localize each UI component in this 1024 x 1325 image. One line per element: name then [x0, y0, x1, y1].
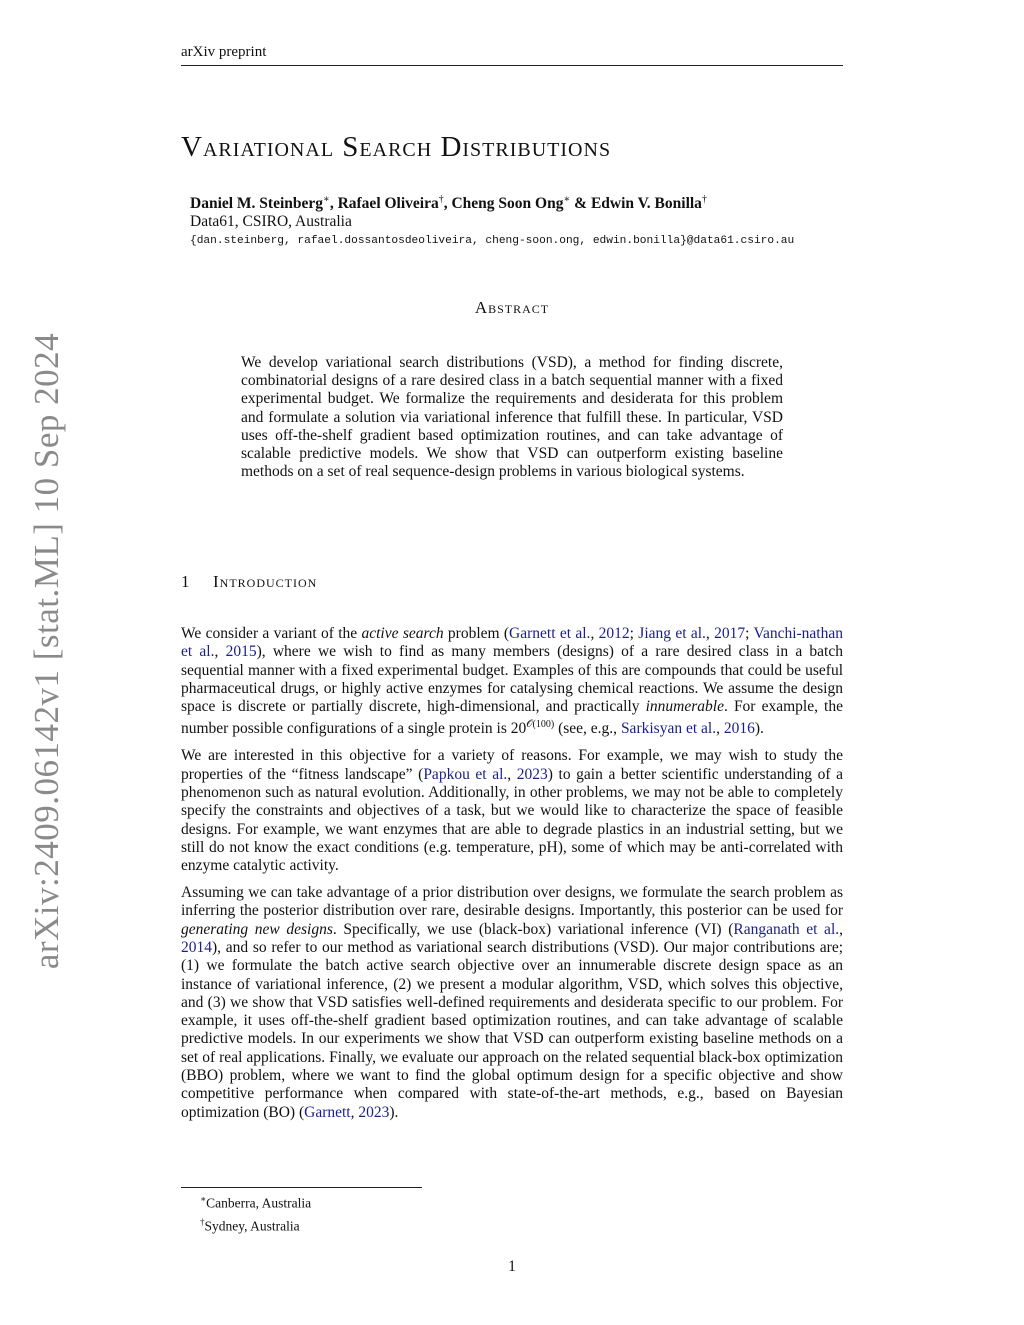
citation-year-link[interactable]: 2023: [358, 1103, 390, 1121]
section-number: 1: [181, 572, 190, 591]
author-separator: ,: [329, 195, 338, 213]
author-name: Cheng Soon Ong: [451, 195, 564, 213]
author-emails: {dan.steinberg, rafael.dossantosdeoliveira, cheng-soon.ong, edwin.bonilla}@data61.csiro.au: [190, 235, 795, 247]
paragraph: [181, 884, 843, 1122]
paper-title: Variational Search Distributions: [181, 131, 612, 163]
text-run: ,: [705, 625, 715, 642]
text-run: ,: [350, 1103, 359, 1121]
abstract-text: We develop variational search distributions (VSD), a method for finding discrete, combinatorial designs of a rare desired class in a batch sequential manner with a fixed experimental budget. We formalize the requirements and desiderata for this problem and formulate a solution via variational inference that fulfill these. In particular, VSD uses off-the-shelf gradient based optimization routines, and can take advantage of scalable predictive models. We show that VSD can outperform existing baseline methods on a set of real sequence-design problems in various biological systems.: [241, 354, 783, 481]
author-name: Daniel M. Steinberg: [190, 195, 324, 213]
citation-link[interactable]: Sarkisyan et al.: [620, 720, 717, 738]
arxiv-side-stamp: [27, 332, 67, 970]
author-separator: ,: [443, 195, 452, 213]
paragraph: [181, 625, 843, 739]
paragraph: [181, 747, 843, 875]
author-separator: &: [570, 195, 591, 213]
emphasis: active search: [361, 625, 444, 642]
section-heading: [181, 572, 317, 592]
affiliation: Data61, CSIRO, Australia: [190, 213, 352, 230]
text-run: We consider a variant of the: [181, 625, 362, 642]
author-name: Edwin V. Bonilla: [590, 195, 702, 213]
footnote: [200, 1213, 311, 1236]
citation-year-link[interactable]: 2015: [225, 643, 257, 661]
abstract-heading: Abstract: [474, 298, 550, 317]
citation-year-link[interactable]: 2014: [181, 938, 212, 956]
author-mark: ∗: [323, 194, 330, 205]
text-run: ).: [754, 720, 764, 738]
text-run: Assuming we can take advantage of a prior distribution over designs, we formulate the search problem as inferring the posterior distribution over rare, desirable designs. Importantly, this posterior can be used for: [181, 884, 843, 920]
text-run: ,: [214, 643, 226, 661]
text-run: ;: [629, 625, 639, 642]
text-run: ;: [745, 625, 754, 642]
text-run: ,: [839, 920, 843, 938]
header-rule: [181, 65, 843, 66]
text-run: ).: [389, 1103, 399, 1121]
text-run: . Specifically, we use (black-box) variational inference (VI) (: [332, 920, 734, 938]
text-run: ,: [590, 625, 599, 642]
author-name: Rafael Oliveira: [337, 195, 439, 213]
text-run: ,: [507, 765, 517, 783]
footnote-text: Sydney, Australia: [204, 1218, 300, 1234]
text-run: ), and so refer to our method as variational search distributions (VSD). Our major contributions are; (1) we formulate the batch active search objective over an innumerable discrete design space as an instance of variational inference, (2) we present a modular algorithm, VSD, which solves this objective, and (3) we show that VSD satisfies well-defined requirements and desiderata specific to our problem. For example, it uses off-the-shelf gradient based optimization routines, and can take advantage of scalable predictive models. In our experiments we show that VSD can outperform existing baseline methods on a set of real applications. Finally, we evaluate our approach on the related sequential black-box optimization (BBO) problem, where we want to find the global optimum design for a specific objective and show competitive performance when compared with state-of-the-art methods, e.g., based on Bayesian optimization (BO) (: [181, 938, 843, 1121]
introduction-body: [181, 625, 843, 1130]
footnote-mark: †: [200, 1217, 205, 1227]
citation-year-link[interactable]: 2012: [598, 625, 630, 642]
emphasis: generating new designs: [181, 920, 333, 938]
author-list: [190, 194, 707, 213]
citation-link[interactable]: Garnett: [304, 1103, 351, 1121]
section-title: Introduction: [213, 572, 318, 591]
page-number: 1: [508, 1258, 516, 1275]
text-run: ), where we wish to find as many members (designs) of a rare desired class in a batch sequential manner with a fixed experimental budget. Examples of this are compounds that could be useful pharmaceutical drugs, or highly active enzymes for catalysing chemical reactions. We assume the design space is discrete or partially discrete, high-dimensional, and practically: [181, 643, 843, 716]
text-run: ,: [716, 720, 724, 738]
citation-year-link[interactable]: 2023: [516, 765, 548, 783]
citation-link[interactable]: Papkou et al.: [423, 765, 508, 783]
footnote: [200, 1190, 311, 1213]
footnote-text: Canberra, Australia: [206, 1195, 312, 1211]
citation-year-link[interactable]: 2016: [723, 720, 755, 738]
citation-year-link[interactable]: 2017: [714, 625, 746, 642]
text-run: (see, e.g.,: [554, 720, 621, 738]
footnotes: [200, 1190, 311, 1236]
author-mark: ∗: [563, 194, 571, 205]
text-run: ) to gain a better scientific understanding of a phenomenon such as natural evolution. Additionally, in other problems, we may not be able to completely specify the constraints and objectives of a task, but we would like to characterize the space of feasible designs. For example, we want enzymes that are able to degrade plastics in an industrial setting, but we still do not know the exact conditions (e.g. temperature, pH), some of which may be anti-correlated with enzyme catalytic activity.: [181, 765, 844, 875]
text-run: We are interested in this objective for a variety of reasons. For example, we may wish to study the properties of the “fitness landscape” (: [181, 747, 843, 783]
citation-link[interactable]: Vanchi-nathan et al.: [181, 625, 843, 661]
citation-link[interactable]: Jiang et al.: [638, 625, 706, 642]
footnote-rule: [181, 1187, 422, 1188]
citation-link[interactable]: Ranganath et al.: [733, 920, 840, 938]
emphasis: innumerable: [645, 698, 724, 716]
running-head: arXiv preprint: [181, 44, 267, 60]
arxiv-identifier: arXiv:2409.06142v1 [stat.ML] 10 Sep 2024: [27, 332, 67, 970]
exponent: 𝒪(100): [526, 719, 555, 731]
footnote-mark: ∗: [200, 1194, 207, 1204]
text-run: . For example, the number possible configurations of a single protein is 20: [181, 698, 843, 738]
citation-link[interactable]: Garnett et al.: [509, 625, 591, 642]
text-run: problem (: [443, 625, 510, 642]
author-mark: †: [438, 194, 444, 205]
author-mark: †: [701, 194, 707, 205]
